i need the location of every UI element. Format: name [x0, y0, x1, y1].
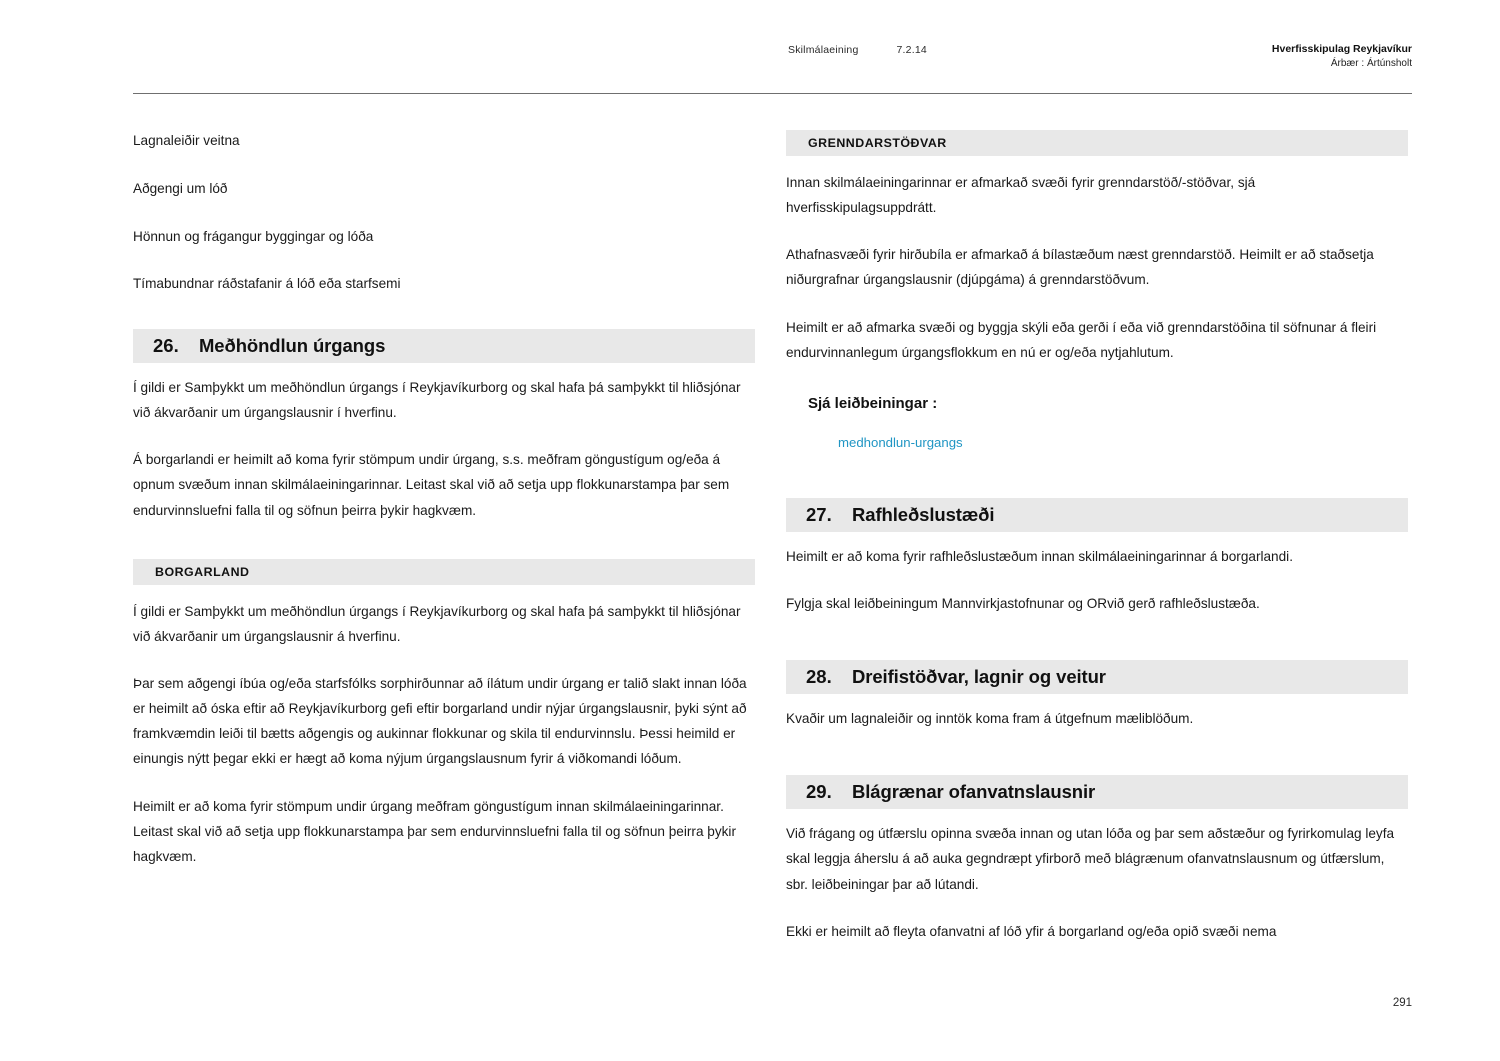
subheading-label: BORGARLAND [155, 564, 250, 579]
list-item: Hönnun og frágangur byggingar og lóða [133, 228, 374, 244]
list-item: Tímabundnar ráðstafanir á lóð eða starfsemi [133, 276, 401, 292]
section-heading-26 [133, 329, 755, 363]
section-number: 27. [806, 503, 832, 525]
paragraph: Athafnasvæði fyrir hirðubíla er afmarkað á bílastæðum næst grenndarstöð. Heimilt er að staðsetja niðurgrafnar úrgangslausnir (djúpgáma) á grenndarstöðvum. [786, 247, 1374, 288]
subheading-label: GRENNDARSTÖÐVAR [808, 136, 947, 150]
page-number: 291 [1392, 997, 1412, 1009]
paragraph: Kvaðir um lagnaleiðir og inntök koma fram á útgefnum mæliblöðum. [786, 711, 1194, 727]
see-guidelines-label: Sjá leiðbeiningar : [808, 394, 938, 412]
subheading-grenndarstodvar [786, 130, 1408, 156]
section-title: Meðhöndlun úrgangs [199, 335, 386, 356]
subheading-borgarland [133, 559, 755, 585]
section-title: Dreifistöðvar, lagnir og veitur [852, 666, 1106, 688]
header-center-labels [788, 44, 927, 56]
right-column [786, 130, 1408, 966]
header-plan-title [1272, 42, 1412, 72]
paragraph: Heimilt er að koma fyrir stömpum undir úrgang meðfram göngustígum innan skilmálaeiningarinnar. Leitast skal við að setja upp flokkunarstampa þar sem endurvinnsluefni falla til og söfnun þeirra þykir hagkvæm. [133, 798, 736, 864]
section-heading-27 [786, 498, 1408, 532]
section-title: Rafhleðslustæði [852, 503, 995, 525]
section-number: 28. [806, 666, 832, 688]
paragraph: Þar sem aðgengi íbúa og/eða starfsfólks sorphirðunnar að ílátum undir úrgang er talið slakt innan lóða er heimilt að óska eftir að Reykjavíkurborg gefi eftir borgarland undir nýjar úrgangslausnir, þyki sýnt að framkvæmdin leiði til bætts aðgengis og aukinnar flokkunar og skila til endurvinnslu. Þessi heimild er einungis nýtt þegar ekki er hægt að koma nýjum úrgangslausnum fyrir á viðkomandi lóðum. [133, 675, 747, 767]
lead-item-list [133, 130, 755, 295]
paragraph: Heimilt er að afmarka svæði og byggja skýli eða gerði í eða við grenndarstöðina til söfnunar á fleiri endurvinnanlegum úrgangsflokkum en nú er og/eða nytjahlutum. [786, 319, 1377, 360]
section-number: 26. [153, 335, 179, 356]
page-header [133, 44, 1412, 92]
paragraph: Við frágang og útfærslu opinna svæða innan og utan lóða og þar sem aðstæður og fyrirkomulag leyfa skal leggja áherslu á að auka gegndræpt yfirborð með blágrænum ofanvatnslausnum og útfærslum, sbr. leiðbeiningar þar að lútandi. [786, 826, 1395, 892]
header-section-number: 7.2.14 [896, 44, 927, 56]
paragraph: Í gildi er Samþykkt um meðhöndlun úrgangs í Reykjavíkurborg og skal hafa þá samþykkt til hliðsjónar við ákvarðanir um úrgangslausnir á hverfinu. [133, 603, 741, 644]
section-heading-28 [786, 660, 1408, 694]
paragraph: Innan skilmálaeiningarinnar er afmarkað svæði fyrir grenndarstöð/-stöðvar, sjá hverfisskipulagsuppdrátt. [786, 175, 1256, 216]
paragraph: Heimilt er að koma fyrir rafhleðslustæðum innan skilmálaeiningarinnar á borgarlandi. [786, 548, 1293, 564]
paragraph: Á borgarlandi er heimilt að koma fyrir stömpum undir úrgang, s.s. meðfram göngustígum og/eða á opnum svæðum innan skilmálaeiningarinnar. Leitast skal við að setja upp flokkunarstampa þar sem endurvinnsluefni falla til og söfnun þeirra þykir hagkvæm. [133, 452, 730, 518]
paragraph: Í gildi er Samþykkt um meðhöndlun úrgangs í Reykjavíkurborg og skal hafa þá samþykkt til hliðsjónar við ákvarðanir um úrgangslausnir í hverfinu. [133, 380, 741, 421]
header-divider [133, 93, 1412, 94]
list-item: Aðgengi um lóð [133, 180, 228, 196]
list-item: Lagnaleiðir veitna [133, 133, 240, 148]
section-number: 29. [806, 781, 832, 803]
header-district-name: Árbær : Ártúnsholt [1330, 58, 1412, 70]
paragraph: Fylgja skal leiðbeiningum Mannvirkjastofnunar og ORvið gerð rafhleðslustæða. [786, 595, 1260, 611]
section-heading-29 [786, 775, 1408, 809]
guideline-link[interactable]: medhondlun-urgangs [838, 434, 963, 450]
left-column [133, 130, 755, 891]
header-document-type: Skilmálaeining [788, 44, 859, 56]
paragraph: Ekki er heimilt að fleyta ofanvatni af lóð yfir á borgarland og/eða opið svæði nema [786, 923, 1277, 939]
header-plan-name: Hverfisskipulag Reykjavíkur [1271, 43, 1412, 55]
section-title: Blágrænar ofanvatnslausnir [852, 781, 1096, 803]
guideline-link-row[interactable] [838, 434, 1408, 452]
